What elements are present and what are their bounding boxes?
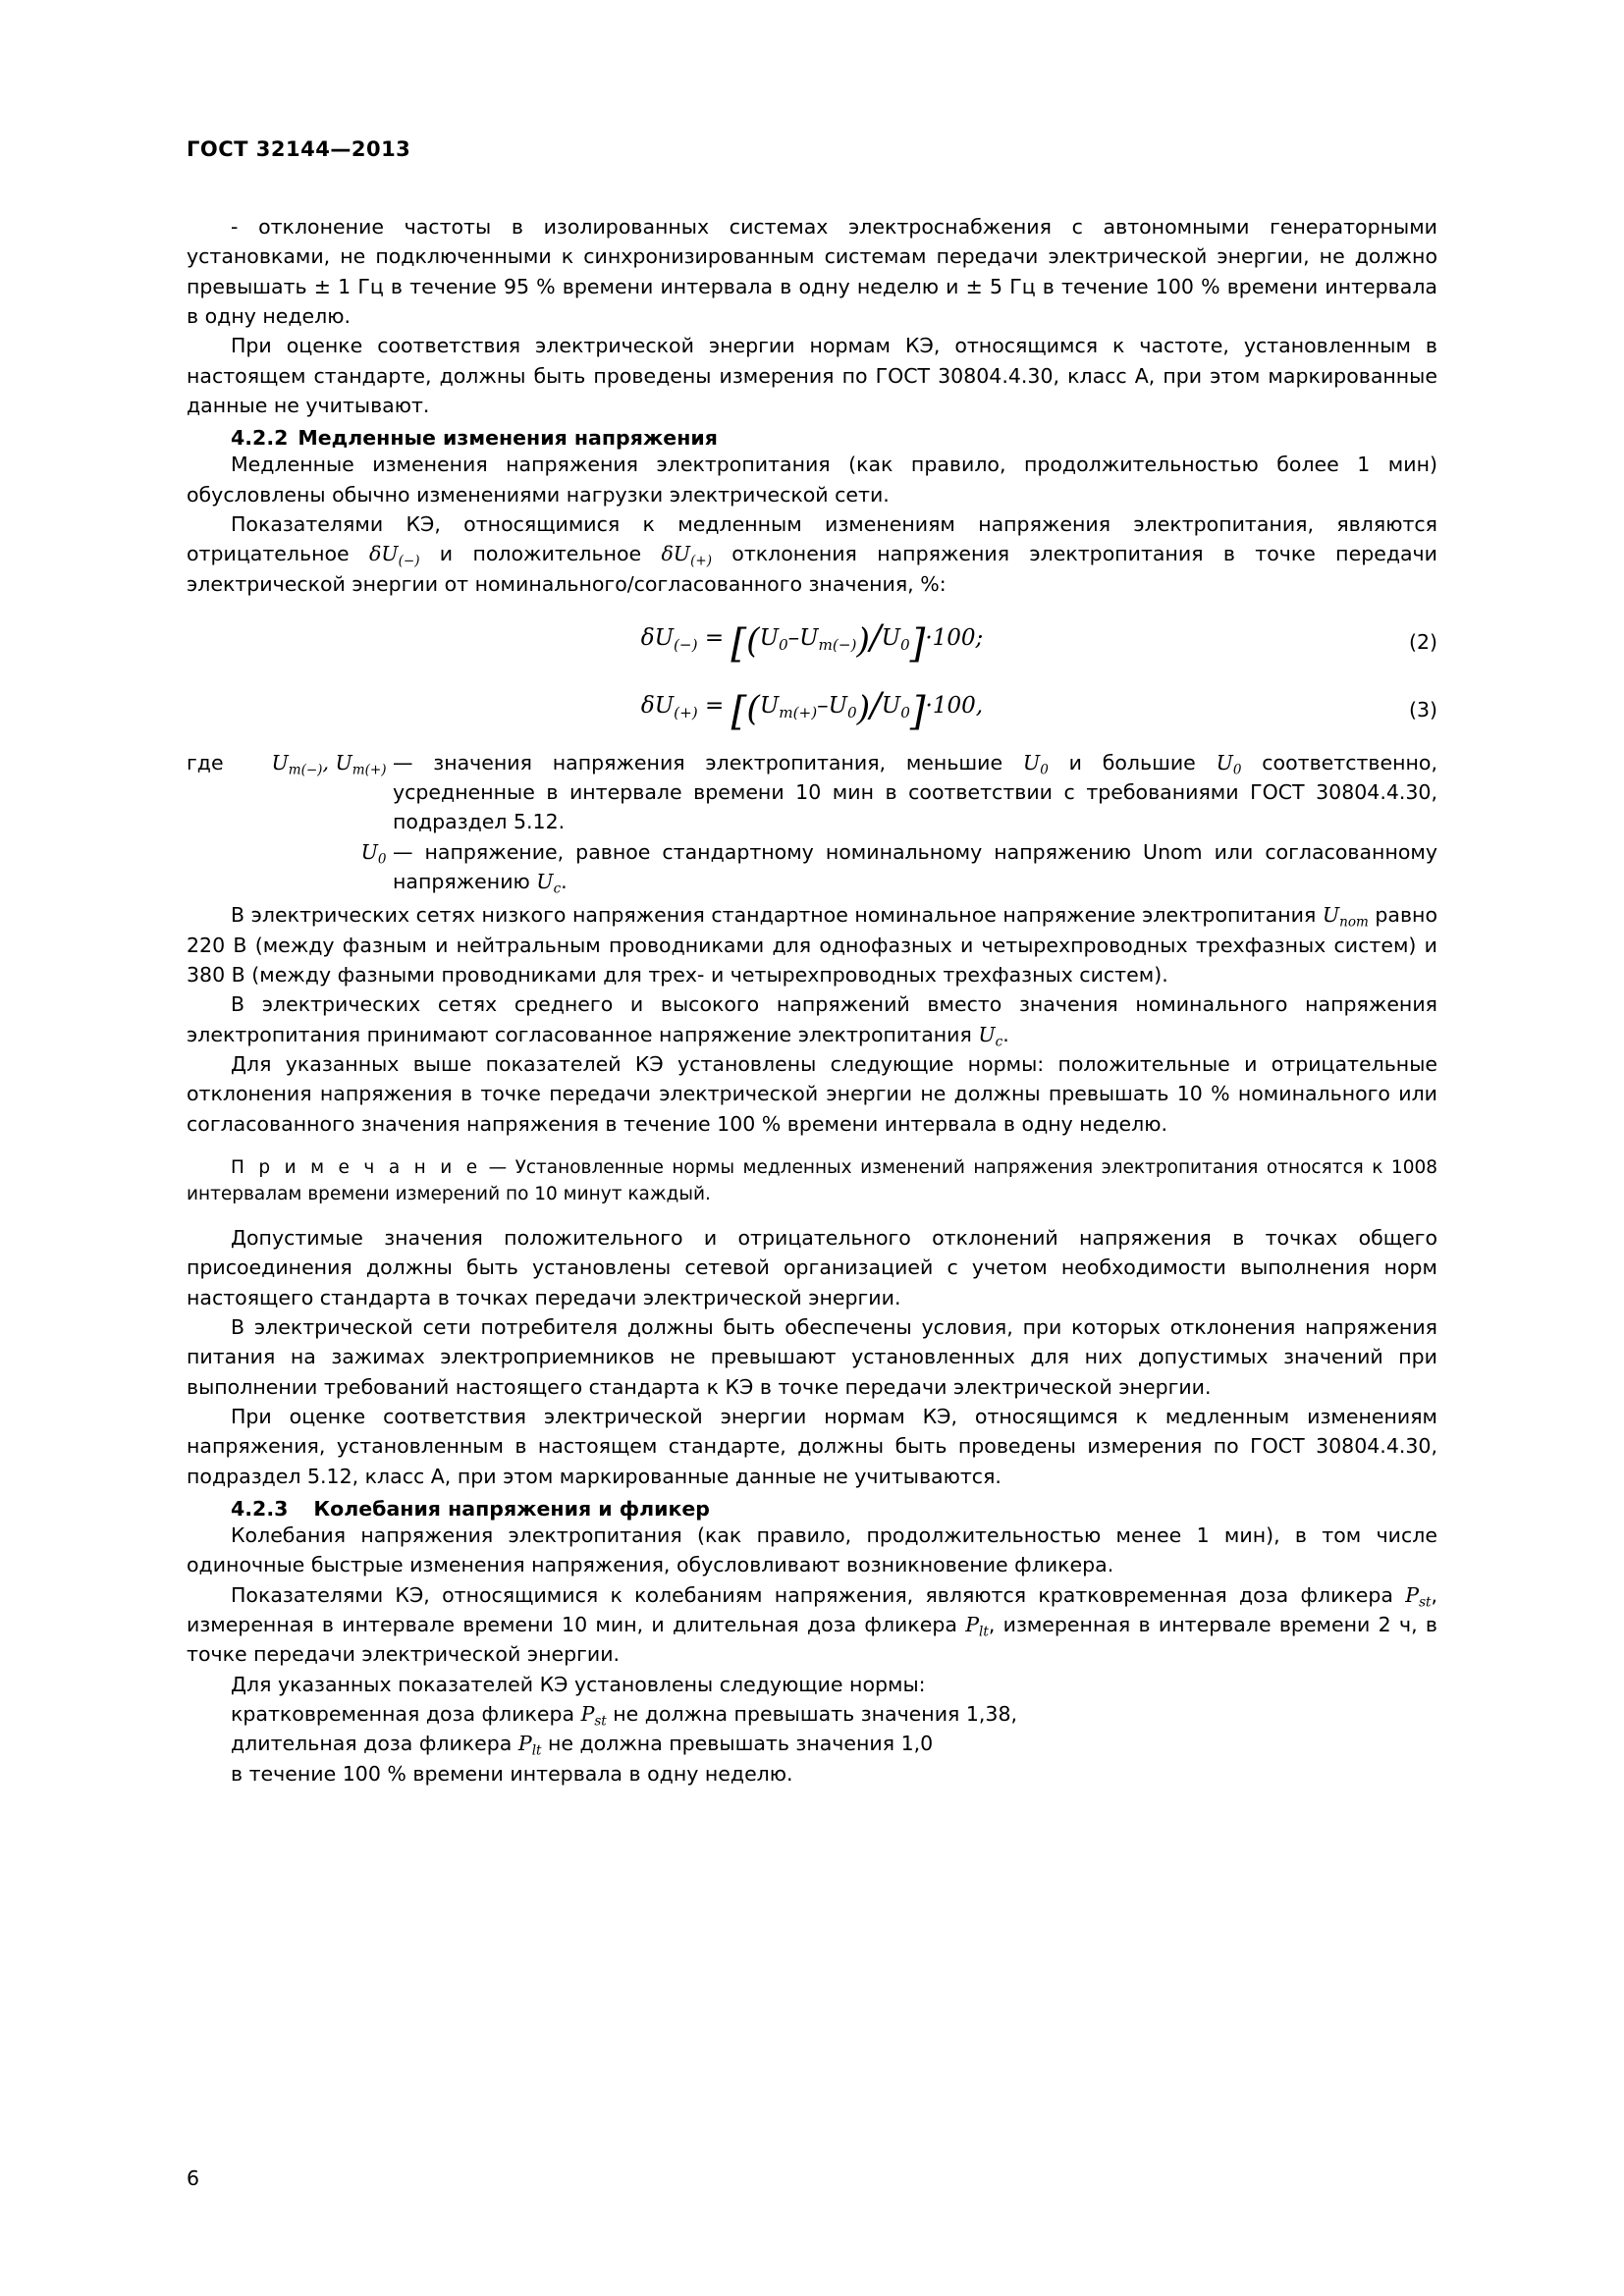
note-text: — Установленные нормы медленных изменений напряжения электропитания относятся к 1008 интервалам времени измерений по 10 минут каждый. (187, 1157, 1438, 1205)
formula-3-body: $\delta U_{(+)} = [(U_{m(+)}-U_0)/U_0]\cdot 100$, (640, 685, 984, 734)
section-number-4-2-2: 4.2.2 (231, 426, 289, 451)
formula-2-number: (2) (1408, 630, 1437, 655)
text-part-b: не должна превышать значения 1,0 (541, 1732, 934, 1756)
table-row (187, 837, 1437, 897)
symbol-plt-norm: $P_{lt}$ (517, 1732, 542, 1759)
paragraph-deviation-norms: Для указанных выше показателей КЭ установлены следующие нормы: положительные и отрицательные отклонения напряжения в точке передачи электрической энергии не должны превышать 10 % номинального или согласованного значения напряжения в течение 100 % времени интервала в одну неделю. (187, 1052, 1437, 1136)
symbol-plt: $P_{lt}$ (965, 1613, 989, 1640)
section-heading-4-2-2 (187, 426, 1437, 450)
where-text-um: — значения напряжения электропитания, меньшие $U_0$ и большие $U_0$ соответственно, усредненные в интервале времени 10 мин в соответствии с требованиями ГОСТ 30804.4.30, подраздел 5.12. (393, 750, 1437, 834)
text-part-b: . (1002, 1022, 1009, 1046)
symbol-delta-u-minus: $\delta U_{(-)}$ (368, 542, 420, 569)
symbol-delta-u-plus: $\delta U_{(+)}$ (661, 542, 712, 569)
where-symbol-u0: $U_0$ (360, 839, 387, 868)
text-part-a: Показателями КЭ, относящимися к колебаниям напряжения, являются кратковременная доза фликера (231, 1582, 1406, 1607)
text-part-c: отклонения напряжения электропитания в точке передачи электрической энергии от номинального/согласованного значения, %: (187, 542, 1437, 596)
paragraph-slow-voltage-changes: Медленные изменения напряжения электропитания (как правило, продолжительностью более 1 мин) обусловлены обычно изменениями нагрузки электрической сети. (187, 453, 1437, 507)
paragraph-frequency-deviation: - отклонение частоты в изолированных системах электроснабжения с автономными генераторными установками, не подключенными к синхронизированным системам передачи электрической энергии, не должно превышать ± 1 Гц в течение 95 % времени интервала в одну неделю и ± 5 Гц в течение 100 % времени интервала в одну неделю. (187, 215, 1437, 328)
paragraph-slow-voltage-indicators (187, 509, 1437, 599)
text-part-b: , измеренная в интервале времени 10 мин, и длительная доза фликера (187, 1582, 1437, 1637)
where-symbol-um: $U_{m(-)}$, $U_{m(+)}$ (271, 750, 387, 778)
paragraph-week-interval: в течение 100 % времени интервала в одну неделю. (231, 1761, 793, 1786)
paragraph-consumer-network: В электрической сети потребителя должны быть обеспечены условия, при которых отклонения напряжения питания на зажимах электроприемников не превышают установленных для них допустимых значений при выполнении требований настоящего стандарта к КЭ в точке передачи электрической энергии. (187, 1315, 1437, 1399)
text-part-a: длительная доза фликера (231, 1732, 518, 1756)
text-part-a: кратковременная доза фликера (231, 1702, 581, 1726)
paragraph-voltage-fluctuations: Колебания напряжения электропитания (как правило, продолжительностью менее 1 мин), в том числе одиночные быстрые изменения напряжения, обусловливают возникновение фликера. (187, 1523, 1437, 1577)
paragraph-medium-high-voltage (187, 989, 1437, 1049)
text-part-b: не должна превышать значения 1,38, (606, 1702, 1018, 1726)
text-part-a: Показателями КЭ, относящимися к медленным изменениям напряжения электропитания, являются отрицательное (187, 511, 1437, 566)
paragraph-plt-norm (187, 1729, 1437, 1758)
document-header: ГОСТ 32144—2013 (187, 137, 411, 161)
paragraph-flicker-indicators (187, 1580, 1437, 1670)
section-heading-4-2-3 (187, 1497, 1437, 1521)
where-label-empty (187, 837, 245, 897)
table-row (187, 748, 1437, 837)
symbol-u-c: $U_c$ (978, 1022, 1003, 1050)
symbol-pst: $P_{st}$ (1405, 1582, 1432, 1611)
paragraph-slow-changes-assessment: При оценке соответствия электрической энергии нормам КЭ, относящимся к медленным изменениям напряжения, установленным в настоящем стандарте, должны быть проведены измерения по ГОСТ 30804.4.30, подраздел 5.12, класс А, при этом маркированные данные не учитываются. (187, 1405, 1437, 1488)
text-part-b: и положительное (419, 542, 662, 566)
symbol-pst-norm: $P_{st}$ (580, 1702, 607, 1730)
note-label: П р и м е ч а н и е (231, 1157, 481, 1179)
text-part-a: В электрических сетях среднего и высокого напряжений вместо значения номинального напряжения электропитания принимают согласованное напряжение электропитания (187, 992, 1437, 1046)
where-label: где (187, 750, 224, 774)
formula-2 (187, 618, 1437, 667)
formula-3 (187, 686, 1437, 734)
text-part-c: , измеренная в интервале времени 2 ч, в точке передачи электрической энергии. (187, 1613, 1437, 1667)
text-part-a: В электрических сетях низкого напряжения стандартное номинальное напряжение электропитания (231, 903, 1323, 928)
section-number-4-2-3: 4.2.3 (231, 1497, 289, 1522)
text-part-b: равно 220 В (между фазным и нейтральным проводниками для однофазных и четырехпроводных трехфазных систем) и 380 В (между фазными проводниками для трех- и четырехпроводных трехфазных систем). (187, 903, 1437, 988)
paragraph-permissible-values: Допустимые значения положительного и отрицательного отклонений напряжения в точках общего присоединения должны быть установлены сетевой организацией с учетом необходимости выполнения норм настоящего стандарта в точках передачи электрической энергии. (187, 1226, 1437, 1309)
section-title-4-2-2: Медленные изменения напряжения (298, 426, 718, 451)
formula-2-body: $\delta U_{(-)} = [(U_0-U_{m(-)})/U_0]\cdot 100$; (640, 617, 984, 667)
where-definitions-table (187, 748, 1437, 897)
paragraph-frequency-assessment: При оценке соответствия электрической энергии нормам КЭ, относящимся к частоте, установленным в настоящем стандарте, должны быть проведены измерения по ГОСТ 30804.4.30, класс А, при этом маркированные данные не учитывают. (187, 334, 1437, 417)
section-title-4-2-3: Колебания напряжения и фликер (313, 1497, 710, 1522)
note-block (187, 1154, 1437, 1207)
where-text-u0: — напряжение, равное стандартному номинальному напряжению Unom или согласованному напряжению $U_c$. (393, 839, 1437, 897)
page-number: 6 (187, 2166, 200, 2190)
paragraph-pst-norm (187, 1699, 1437, 1729)
paragraph-flicker-norms-intro: Для указанных показателей КЭ установлены следующие нормы: (231, 1672, 926, 1696)
symbol-u-nom: $U_{nom}$ (1322, 903, 1369, 931)
formula-3-number: (3) (1408, 698, 1437, 722)
paragraph-low-voltage-networks (187, 900, 1437, 989)
